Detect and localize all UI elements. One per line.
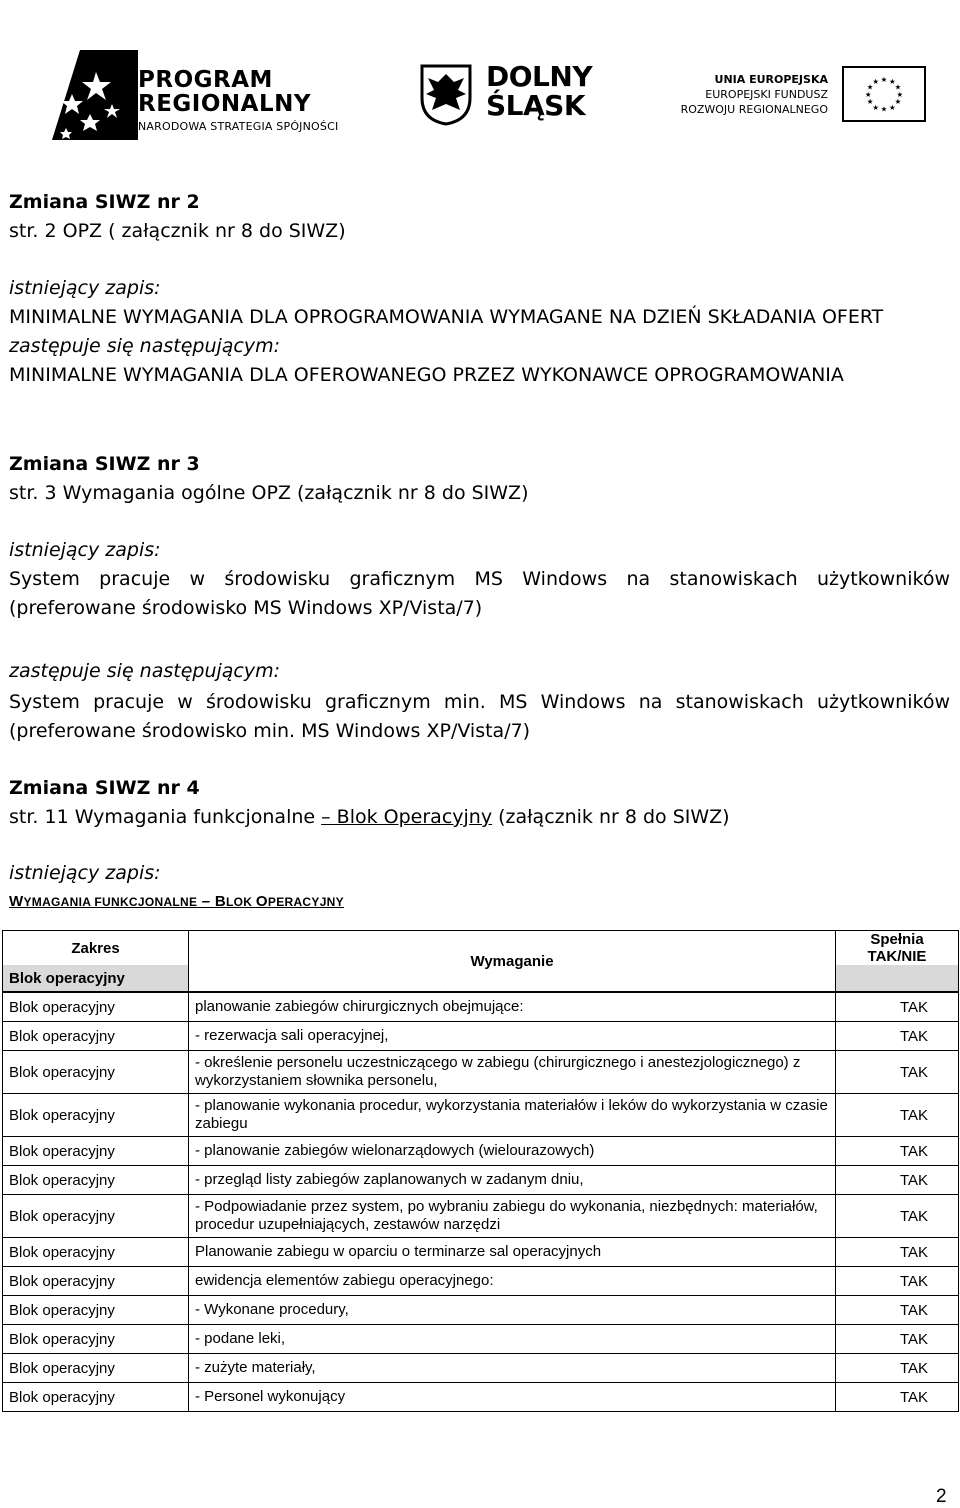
col-meets-line2: TAK/NIE (867, 948, 927, 965)
change-4 (9, 774, 950, 832)
heading-ymagania: YMAGANIA FUNKCJONALNE (23, 895, 198, 909)
row-requirement: Planowanie zabiegu w oparciu o terminarze sal operacyjnych (189, 1238, 836, 1267)
change3-replace-label: zastępuje się następującym: (9, 660, 281, 682)
svg-text:★: ★ (889, 76, 896, 86)
col-scope-header: Zakres (3, 931, 189, 966)
row-requirement: - rezerwacja sali operacyjnej, (189, 1022, 836, 1051)
table-row (3, 1354, 959, 1383)
eu-line3: ROZWOJU REGIONALNEGO (680, 103, 828, 116)
change3-existing-label: istniejący zapis: (9, 539, 161, 561)
table-row (3, 1296, 959, 1325)
table-row (3, 1383, 959, 1412)
heading-peracyjny: PERACYJNY (267, 895, 344, 909)
row-requirement: planowanie zabiegów chirurgicznych obejmujące: (189, 993, 836, 1022)
logo-bar (0, 40, 960, 150)
table-row (3, 1094, 959, 1137)
change4-title: Zmiana SIWZ nr 4 (9, 777, 200, 799)
svg-text:★: ★ (880, 74, 888, 84)
row-meets-value: TAK (836, 1166, 959, 1195)
row-requirement: - Podpowiadanie przez system, po wybraniu zabiegu do wykonania, niezbędnych: materiałów, procedur uzupełniających, zestawów narzędzi (189, 1195, 836, 1238)
row-requirement: - zużyte materiały, (189, 1354, 836, 1383)
eu-flag-icon (842, 66, 926, 122)
change4-ref (9, 803, 950, 832)
row-meets-value: TAK (836, 1238, 959, 1267)
change3-existing-line1: System pracuje w środowisku graficznym MS Windows na stanowiskach użytkowników (9, 568, 950, 590)
table-header-row (3, 931, 959, 966)
svg-text:★: ★ (880, 104, 888, 114)
change-4-existing (9, 859, 950, 888)
change-3-existing (9, 536, 950, 623)
region-line1: DOLNY (486, 60, 593, 93)
svg-text:★: ★ (866, 82, 874, 92)
section-heading (9, 886, 950, 917)
change3-replace-line2: (preferowane środowisko min. MS Windows XP/Vista/7) (9, 720, 531, 742)
table-row (3, 1137, 959, 1166)
row-requirement: - planowanie wykonania procedur, wykorzystania materiałów i leków do wykorzystania w czasie zabiegu (189, 1094, 836, 1137)
change2-existing-label: istniejący zapis: (9, 277, 161, 299)
row-requirement: - Wykonane procedury, (189, 1296, 836, 1325)
table-row (3, 1238, 959, 1267)
row-meets-value: TAK (836, 1137, 959, 1166)
change3-title: Zmiana SIWZ nr 3 (9, 453, 200, 475)
svg-text:★: ★ (896, 89, 904, 99)
change3-replace-line1: System pracuje w środowisku graficznym min. MS Windows na stanowiskach użytkowników (9, 691, 950, 713)
row-scope: Blok operacyjny (3, 1022, 189, 1051)
row-meets-value: TAK (836, 1383, 959, 1412)
table-row (3, 1022, 959, 1051)
row-scope: Blok operacyjny (3, 1137, 189, 1166)
change-2 (9, 188, 950, 246)
change-3 (9, 450, 950, 508)
row-scope: Blok operacyjny (3, 1296, 189, 1325)
heading-o: O (255, 893, 268, 910)
row-scope: Blok operacyjny (3, 1238, 189, 1267)
heading-dash: – (197, 893, 215, 910)
row-scope: Blok operacyjny (3, 1267, 189, 1296)
svg-text:★: ★ (872, 102, 879, 112)
program-line1: PROGRAM (138, 67, 273, 93)
row-scope: Blok operacyjny (3, 1166, 189, 1195)
svg-text:★: ★ (894, 82, 902, 92)
row-scope: Blok operacyjny (3, 1195, 189, 1238)
row-meets-value: TAK (836, 1267, 959, 1296)
row-requirement: - przegląd listy zabiegów zaplanowanych w zadanym dniu, (189, 1166, 836, 1195)
row-meets-value: TAK (836, 1094, 959, 1137)
col-meets-line1: Spełnia (870, 931, 924, 948)
row-meets-value: TAK (836, 1051, 959, 1094)
program-sub: NARODOWA STRATEGIA SPÓJNOŚCI (138, 120, 339, 133)
row-scope: Blok operacyjny (3, 993, 189, 1022)
change4-ref-underlined: – Blok Operacyjny (321, 806, 493, 828)
row-meets-value: TAK (836, 1022, 959, 1051)
col-requirement-header: Wymaganie (189, 931, 836, 992)
change-3-replace (9, 657, 950, 686)
row-meets-value: TAK (836, 1195, 959, 1238)
svg-text:★: ★ (872, 76, 879, 86)
dolny-slask-crest-icon (420, 64, 472, 126)
row-meets-value: TAK (836, 1296, 959, 1325)
row-meets-value: TAK (836, 1354, 959, 1383)
row-requirement: - planowanie zabiegów wielonarządowych (wielourazowych) (189, 1137, 836, 1166)
table-body (2, 992, 959, 1412)
row-requirement: ewidencja elementów zabiegu operacyjnego: (189, 1267, 836, 1296)
heading-lok: LOK (226, 895, 256, 909)
region-line2: ŚLĄSK (486, 89, 586, 122)
table-row (3, 1267, 959, 1296)
svg-text:★: ★ (894, 97, 902, 107)
program-regionalny-logo-icon (50, 48, 138, 140)
row-meets-value: TAK (836, 993, 959, 1022)
change2-replace-label: zastępuje się następującym: (9, 335, 281, 357)
row-meets-value: TAK (836, 1325, 959, 1354)
change3-existing-line2: (preferowane środowisko MS Windows XP/Vista/7) (9, 597, 483, 619)
table-row (3, 1195, 959, 1238)
svg-text:★: ★ (864, 89, 872, 99)
table-row (3, 1325, 959, 1354)
row-requirement: - podane leki, (189, 1325, 836, 1354)
change4-existing-label: istniejący zapis: (9, 862, 161, 884)
requirements-table (2, 930, 958, 1412)
change4-ref-pre: str. 11 Wymagania funkcjonalne (9, 806, 322, 828)
change-2-body (9, 274, 950, 390)
change2-replace-text: MINIMALNE WYMAGANIA DLA OFEROWANEGO PRZEZ WYKONAWCE OPROGRAMOWANIA (9, 364, 844, 386)
heading-b: B (214, 893, 227, 910)
change2-ref: str. 2 OPZ ( załącznik nr 8 do SIWZ) (9, 220, 346, 242)
change4-ref-post: (załącznik nr 8 do SIWZ) (492, 806, 730, 828)
row-requirement: - Personel wykonujący (189, 1383, 836, 1412)
change3-ref: str. 3 Wymagania ogólne OPZ (załącznik nr 8 do SIWZ) (9, 482, 529, 504)
change-3-replace-body (9, 688, 950, 746)
table-row (3, 1166, 959, 1195)
eu-line1: UNIA EUROPEJSKA (714, 73, 828, 86)
row-scope: Blok operacyjny (3, 1094, 189, 1137)
table-row (3, 1051, 959, 1094)
row-scope: Blok operacyjny (3, 1325, 189, 1354)
change2-existing-text: MINIMALNE WYMAGANIA DLA OPROGRAMOWANIA WYMAGANE NA DZIEŃ SKŁADANIA OFERT (9, 306, 884, 328)
row-scope: Blok operacyjny (3, 1051, 189, 1094)
table-row (3, 993, 959, 1022)
row-requirement: - określenie personelu uczestniczącego w zabiegu (chirurgicznego i anestezjologicznego) z wykorzystaniem słownika personelu, (189, 1051, 836, 1094)
change2-title: Zmiana SIWZ nr 2 (9, 191, 200, 213)
page-number: 2 (936, 1486, 947, 1507)
eu-line2: EUROPEJSKI FUNDUSZ (705, 88, 828, 101)
svg-text:★: ★ (866, 97, 874, 107)
group-label: Blok operacyjny (3, 965, 189, 992)
col-meets-header (836, 931, 959, 966)
heading-w: W (9, 893, 24, 910)
row-scope: Blok operacyjny (3, 1383, 189, 1412)
row-scope: Blok operacyjny (3, 1354, 189, 1383)
svg-text:★: ★ (889, 102, 896, 112)
program-line2: REGIONALNY (138, 91, 312, 117)
